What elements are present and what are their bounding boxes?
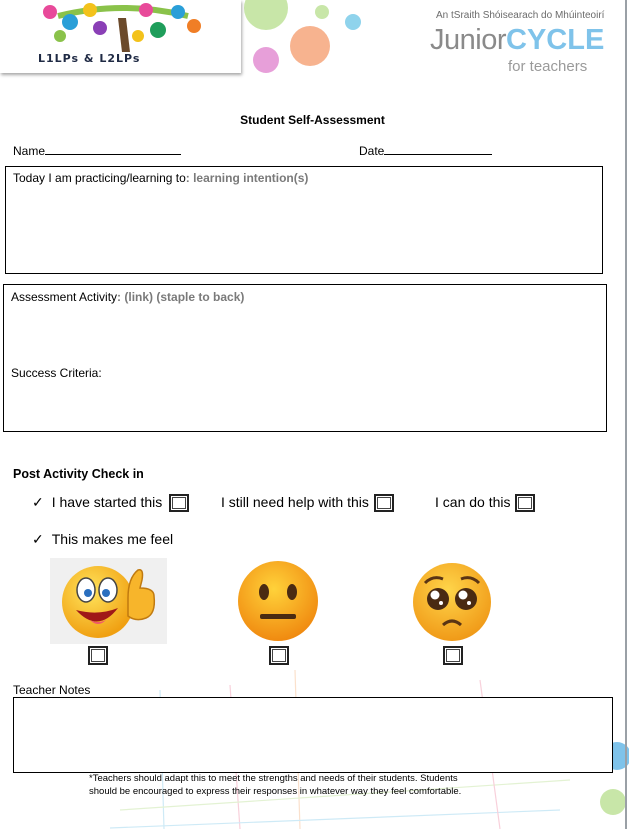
- learning-label-row: [13, 171, 308, 185]
- name-label: Name: [13, 144, 46, 158]
- check-can-do: [435, 494, 535, 512]
- footnote: [89, 772, 559, 798]
- logo-text: L1LPs & L2LPs: [38, 52, 141, 65]
- date-field[interactable]: [359, 142, 492, 158]
- pleading-face-icon: [411, 561, 493, 643]
- check-can-do-label: I can do this: [435, 494, 511, 510]
- check-started: [32, 494, 189, 512]
- junior-cycle-gaelic: An tSraith Shóisearach do Mhúinteoirí: [436, 10, 605, 21]
- checkmark-icon: ✓: [32, 494, 44, 510]
- post-activity-title: Post Activity Check in: [13, 467, 144, 481]
- tree-logo-icon: [38, 0, 208, 52]
- check-started-label: I have started this: [51, 494, 163, 510]
- neutral-face-icon: [236, 560, 320, 642]
- footnote-line-1: *Teachers should adapt this to meet the strengths and needs of their students. Students: [89, 773, 458, 784]
- emoji-happy-checkbox[interactable]: [88, 646, 108, 665]
- checkmark-icon: ✓: [32, 531, 44, 547]
- thumbs-up-face-icon: [50, 558, 167, 644]
- junior-cycle-brand: [430, 24, 604, 57]
- brand-junior: Junior: [430, 24, 506, 56]
- feel-row: [32, 531, 173, 548]
- teacher-notes-label: Teacher Notes: [13, 683, 91, 697]
- date-label: Date: [359, 144, 385, 158]
- footnote-line-2: should be encouraged to express their responses in whatever way they feel comfortable.: [89, 786, 462, 797]
- date-line[interactable]: [384, 142, 492, 155]
- can-do-checkbox[interactable]: [515, 494, 535, 512]
- brand-subtitle: for teachers: [508, 58, 588, 75]
- activity-hint: : (link) (staple to back): [117, 290, 245, 304]
- page-title: Student Self-Assessment: [240, 113, 385, 127]
- activity-label: Assessment Activity: [11, 290, 118, 304]
- learning-label: Today I am practicing/learning to: [13, 171, 186, 185]
- feel-label: This makes me feel: [51, 531, 174, 547]
- teacher-notes-box[interactable]: [13, 697, 613, 773]
- check-need-help: [221, 494, 394, 512]
- decorative-bubbles: [240, 0, 370, 80]
- learning-hint: : learning intention(s): [185, 171, 309, 185]
- started-checkbox[interactable]: [169, 494, 189, 512]
- brand-cycle: CYCLE: [506, 24, 605, 56]
- name-line[interactable]: [45, 142, 181, 155]
- emoji-pleading-checkbox[interactable]: [443, 646, 463, 665]
- activity-label-row: [11, 290, 244, 304]
- l1lps-logo: [0, 0, 241, 73]
- emoji-neutral-checkbox[interactable]: [269, 646, 289, 665]
- learning-intention-box[interactable]: [5, 166, 603, 274]
- assessment-activity-box[interactable]: [3, 284, 607, 432]
- check-need-help-label: I still need help with this: [221, 494, 369, 510]
- need-help-checkbox[interactable]: [374, 494, 394, 512]
- success-criteria-label: Success Criteria:: [11, 366, 102, 380]
- name-field[interactable]: [13, 142, 181, 158]
